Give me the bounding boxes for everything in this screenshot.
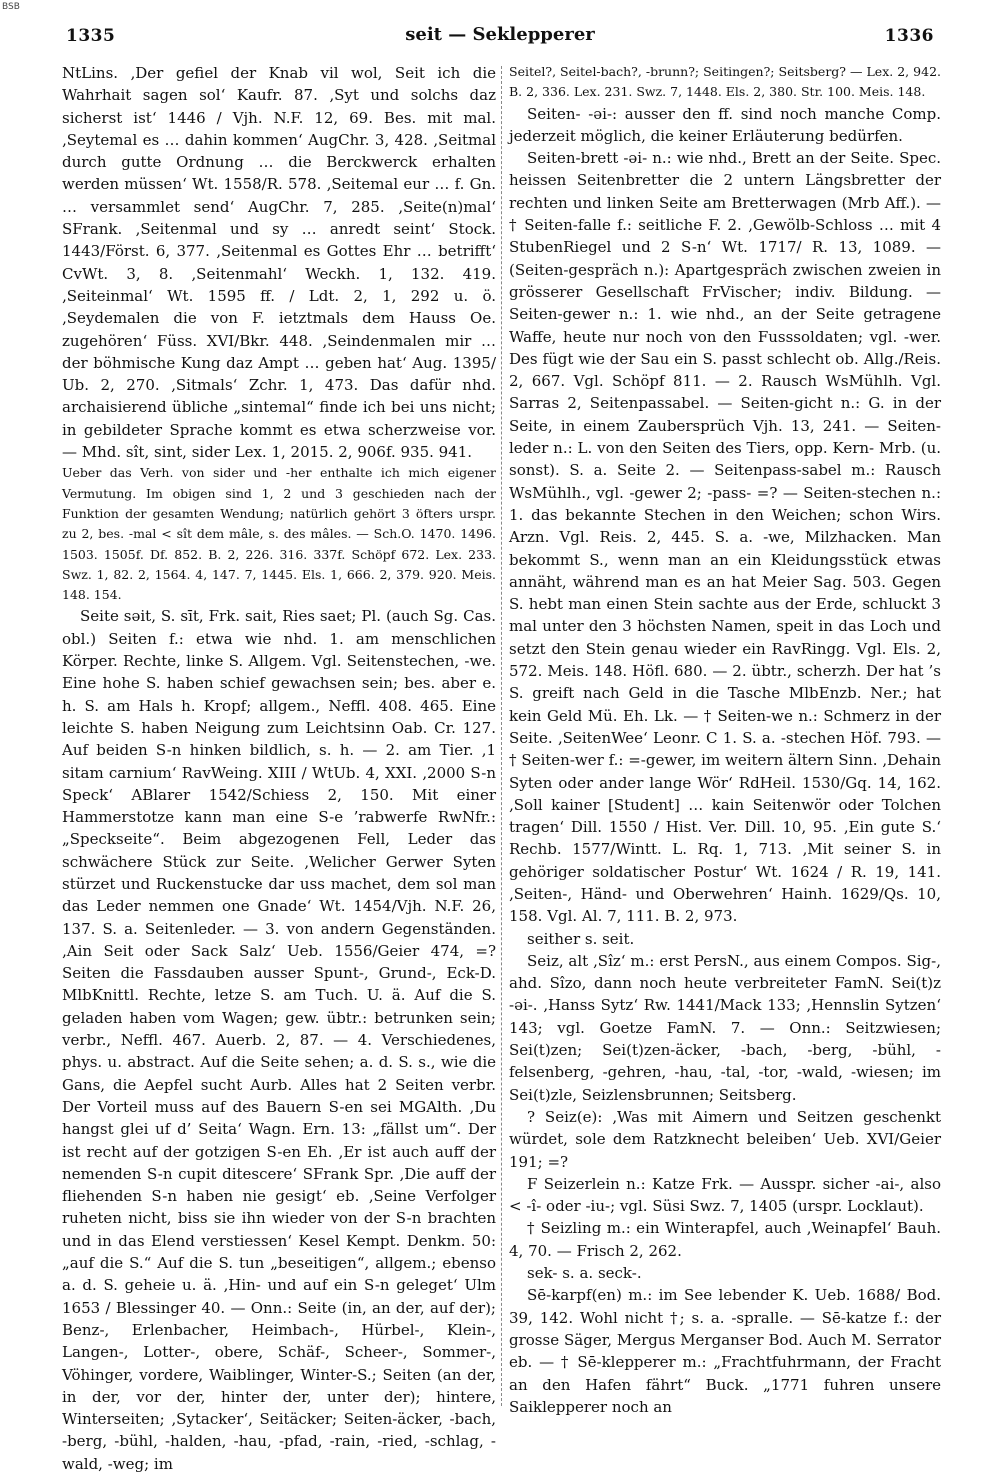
paragraph: Seitel?, Seitel-bach?, -brunn?; Seitingen?; Seitsberg? — Lex. 2, 942. B. 2, 336. Lex. 231. Swz. 7, 1448. Els. 2, 380. Str. 100. Meis. 148. — [509, 64, 941, 100]
entry-seite: Seite səit, S. sīt, Frk. sait, Ries saet; Pl. (auch Sg. Cas. obl.) Seiten f.: etwa wie nhd. 1. am menschlichen Körper. Rechte, linke S. Allgem. Vgl. Seitenstechen, -we. Eine hohe S. haben schief gewachsen sein; bes. aber e. h. S. am Hals h. Kropf; allgem., Neffl. 408. 465. Eine leichte S. haben Neigung zum Leichtsinn Oab. Cr. 127. Auf beiden S-n hinken bildlich, s. h. — 2. am Tier. ‚1 sitam carnium‘ RavWeing. XIII / WtUb. 4, XXI. ‚2000 S-n Speck‘ ABlarer 1542/Schiess 2, 150. Mit einer Hammerstotze kann man eine S-e ’rabwerfe RwNfr.: „Speckseite“. Beim abgezogenen Fell, Leder das schwächere Stück zur Seite. ‚Welicher Gerwer Syten stürzet und Ruckenstucke dar uss machet, dem sol man das Leder nemmen one Gnade‘ Wt. 1454/Vjh. N.F. 26, 137. S. a. Seitenleder. — 3. von andern Gegenständen. ‚Ain Seit oder Sack Salz‘ Ueb. 1556/Geier 474, =? Seiten die Fassdauben ausser Spunt-, Grund-, Eck-D. MlbKnittl. Rechte, letze S. am Tuch. U. ä. Auf die S. geladen haben vom Wagen; gew. übtr.: betrunken sein; verbr., Neffl. 467. Auerb. 2, 87. — 4. Verschiedenes, phys. u. abstract. Auf die Seite sehen; a. d. S. s., wie die Gans, die Aepfel sucht Aurb. Alles hat 2 Seiten verbr. Der Vorteil muss auf des Bauern S-en sei MGAlth. ‚Du hangst glei uf d’ Seita‘ Wagn. Ern. 13: „fällst um“. Der ist recht auf der gotzigen S-en Eh. ‚Er ist auch auff der nemenden S-n cupit ditescere‘ SFrank Spr. ‚Die auff der fliehenden S-n haben nie gesigt‘ eb. ‚Seine Verfolger ruheten nicht, biss sie ihn wieder von der S-n brachten und in das Elend verstiessen‘ Kesel Kempt. Denkm. 50: „auf die S.“ Auf die S. tun „beseitigen“, allgem.; ebenso a. d. S. geheie u. ä. ‚Hin- und auf ein S-n geleget‘ Ulm 1653 / Blessinger 40. — Onn.: Seite (in, an der, auf der); Benz-, Erlenbacher, Heimbach-, Hürbel-, Klein-, Langen-, Lotter-, obere, Schäf-, Scheer-, Sommer-, Vöhinger, vordere, Waiblinger, Winter-S.; Seiten (an der, in der, vor der, hinter der, unter der); hintere, Winterseiten; ‚Sytacker‘, Seitäcker; Seiten-äcker, -bach, -berg, -bühl, -halden, -hau, -pfad, -rain, -ried, -schlag, -wald, -weg; im — [62, 607, 496, 1473]
library-mark: BSB — [2, 2, 20, 12]
right-column — [509, 62, 941, 1416]
entry-se-karpfen: Sē-karpf(en) m.: im See lebender K. Ueb. 1688/ Bod. 39, 142. Wohl nicht †; s. a. -spralle. — Sē-katze f.: der grosse Säger, Mergus Merganser Bod. Auch M. Serrator eb. — † Sē-klepperer m.: „Frachtfuhrmann, der Fracht an den Hafen fährt“ Buck. „1771 fuhren unsere Saiklepperer noch an — [509, 1286, 941, 1416]
entry-sek: sek- s. a. seck-. — [527, 1264, 642, 1283]
entry-seiten: Seiten- -əi-: ausser den ff. sind noch manche Comp. jederzeit möglich, die keiner Erläuterung bedürfen. — [509, 104, 941, 145]
footnote-paragraph: Ueber das Verh. von sider und -her enthalte ich mich eigener Vermutung. Im obigen sind 1, 2 und 3 geschieden nach der Funktion der gesamten Wendung; natürlich gehört 3 öfters urspr. zu 2, bes. -mal < sît dem mâle, s. des mâles. — Sch.O. 1470. 1496. 1503. 1505f. Df. 852. B. 2, 226. 316. 337f. Schöpf 672. Lex. 233. Swz. 1, 82. 2, 1564. 4, 147. 7, 1445. Els. 1, 666. 2, 379. 920. Meis. 148. 154. — [62, 465, 496, 603]
left-column — [62, 62, 496, 1473]
paragraph: NtLins. ‚Der gefiel der Knab vil wol, Seit ich die Wahrhait sagen sol‘ Kaufr. 87. ‚Syt und solchs daz sicherst ist‘ 1446 / Vjh. N.F. 12, 69. Bes. mit mal. ‚Seytemal es … dahin kommen‘ AugChr. 3, 428. ‚Seitmal durch gutte Ordnung … die Berckwerck erhalten werden müssen‘ Wt. 1558/R. 578. ‚Seitemal eur … f. Gn. … versammlet send‘ AugChr. 7, 285. ‚Seite(n)mal‘ SFrank. ‚Seitenmal und sy … anredt seint‘ Stock. 1443/Först. 6, 377. ‚Seitenmal es Gottes Ehr … betrifft‘ CvWt. 3, 8. ‚Seitenmahl‘ Weckh. 1, 132. 419. ‚Seiteinmal‘ Wt. 1595 ff. / Ldt. 2, 1, 292 u. ö. ‚Seydemalen die von F. ietztmals dem Hauss Oe. zugehören‘ Füss. XVI/Bkr. 448. ‚Seindenmalen mir … der böhmische Kung daz Ampt … geben hat‘ Aug. 1395/ Ub. 2, 270. ‚Sitmals‘ Zchr. 1, 473. Das dafür nhd. archaisierend übliche „sintemal“ finde ich bei uns nicht; in gebildeter Sprache kommt es etwa scherzweise vor. — Mhd. sît, sint, sider Lex. 1, 2015. 2, 906f. 935. 941. — [62, 64, 496, 462]
entry-seizling: † Seizling m.: ein Winterapfel, auch ‚Weinapfel‘ Bauh. 4, 70. — Frisch 2, 262. — [509, 1219, 941, 1260]
entry-seize: ? Seiz(e): ‚Was mit Aimern und Seitzen geschenkt würdet, sole dem Ratzknecht beleiben‘ Ueb. XVI/Geier 191; =? — [509, 1107, 941, 1171]
entry-seiten-brett: Seiten-brett -əi- n.: wie nhd., Brett an der Seite. Spec. heissen Seitenbretter die 2 untern Längsbretter der rechten und linken Seite am Bretterwagen (Mrb Aff.). — † Seiten-falle f.: seitliche F. 2. ‚Gewölb-Schloss … mit 4 StubenRiegel und 2 S-n‘ Wt. 1717/ R. 13, 1089. — (Seiten-gespräch n.): Apartgespräch zwischen zweien in grösserer Gesellschaft FrVischer; indiv. Bildung. — Seiten-gewer n.: 1. wie nhd., an der Seite getragene Waffe, heute nur noch von den Fusssoldaten; vgl. -wer. Des fügt wie der Sau ein S. passt schlecht ob. Allg./Reis. 2, 667. Vgl. Schöpf 811. — 2. Rausch WsMühlh. Vgl. Sarras 2, Seitenpassabel. — Seiten-gicht n.: G. in der Seite, in einem Zaubersprüch Vjh. 13, 241. — Seiten-leder n.: L. von den Seiten des Tiers, opp. Kern- Mrb. (u. sonst). S. a. Seite 2. — Seitenpass-sabel m.: Rausch WsMühlh., vgl. -gewer 2; -pass- =? — Seiten-stechen n.: 1. das bekannte Stechen in den Weichen; schon Wirs. Arzn. Vgl. Reis. 2, 445. S. a. -we, Milzhacken. Man bekommt S., wenn man an ein Kleidungsstück etwas annäht, während man es an hat Meier Sag. 503. Gegen S. hebt man einen Stein sachte aus der Erde, schluckt 3 mal unter den 3 höchsten Namen, speit in das Loch und setzt den Stein genau wieder ein RavRingg. Vgl. Els. 2, 572. Meis. 148. Höfl. 680. — 2. übtr., scherzh. Der hat ’s S. greift nach Geld in die Tasche MlbEnzb. Ner.; hat kein Geld Mü. Eh. Lk. — † Seiten-we n.: Schmerz in der Seite. ‚SeitenWee‘ Leonr. C 1. S. a. -stechen Höf. 793. — † Seiten-wer f.: =-gewer, im weitern ältern Sinn. ‚Dehain Syten oder ander lange Wör‘ RdHeil. 1530/Gq. 14, 162. ‚Soll kainer [Student] … kain Seitenwör oder Tolchen tragen‘ Dill. 1550 / Hist. Ver. Dill. 10, 95. ‚Ein gute S.‘ Rechb. 1577/Wintt. L. Rq. 1, 713. ‚Mit seiner S. in gehöriger soldatischer Postur‘ Wt. 1624 / R. 19, 141. ‚Seiten-, Händ- und Oberwehren‘ Hainh. 1629/Qs. 10, 158. Vgl. Al. 7, 111. B. 2, 973. — [509, 149, 941, 926]
entry-seither: seither s. seit. — [527, 929, 635, 948]
entry-seizerlein: F Seizerlein n.: Katze Frk. — Ausspr. sicher -ai-, also < -î- oder -iu-; vgl. Süsi Swz. 7, 1405 (urspr. Locklaut). — [509, 1174, 941, 1216]
entry-seiz: Seiz, alt ‚Sîz‘ m.: erst PersN., aus einem Compos. Sig-, ahd. Sîzo, dann noch heute verbreiteter FamN. Sei(t)z -əi-. ‚Hanss Sytz‘ Rw. 1441/Mack 133; ‚Hennslin Sytzen‘ 143; vgl. Goetze FamN. 7. — Onn.: Seitzwiesen; Sei(t)zen; Sei(t)zen-äcker, -bach, -berg, -bühl, -felsenberg, -gehren, -hau, -tal, -tor, -wald, -wiesen; im Sei(t)zle, Seizlensbrunnen; Seitsberg. — [509, 951, 941, 1104]
column-divider — [501, 66, 502, 1406]
running-head: seit — Seklepperer — [405, 24, 595, 45]
page-number-left: 1335 — [66, 26, 116, 46]
page-number-right: 1336 — [884, 26, 934, 46]
